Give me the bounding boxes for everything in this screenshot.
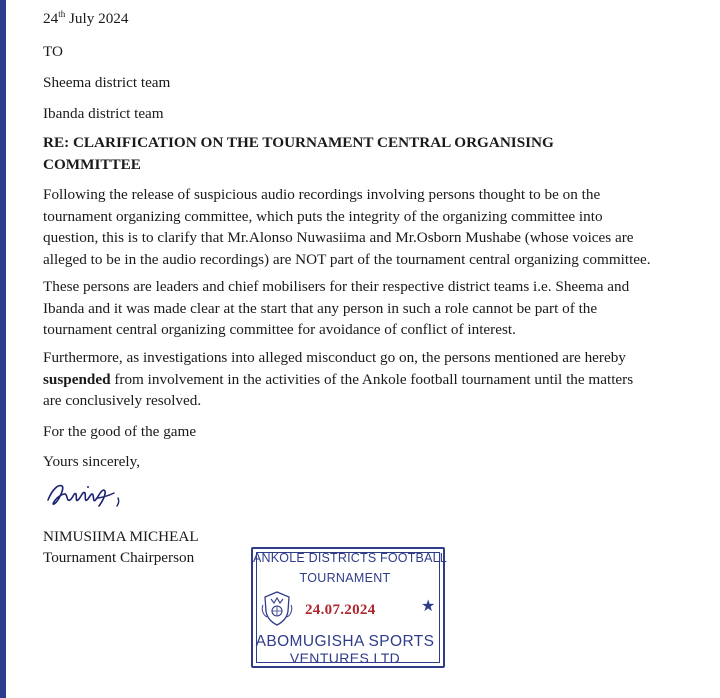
signatory-name: NIMUSIIMA MICHEAL <box>43 528 199 545</box>
letter-date: 24th July 2024 <box>43 8 129 27</box>
paragraph-3: Furthermore, as investigations into alleged misconduct go on, the persons mentioned are hereby suspended from involvement in the activities of the Ankole football tournament until the matters are conclusively resolved. <box>43 349 634 409</box>
crest-icon <box>261 589 293 627</box>
stamp-date: 24.07.2024 <box>305 602 376 618</box>
left-margin-rule <box>0 0 6 698</box>
star-icon: ★ <box>421 598 436 615</box>
recipient-sheema: Sheema district team <box>43 74 171 91</box>
paragraph-1: Following the release of suspicious audio recordings involving persons thought to be on the tournament organizing committee, which puts the integrity of the organizing committee into question, this is to clarify that Mr.Alonso Nuwasiima and Mr.Osborn Mushabe (whose voices are alleged to be in the audio recordings) are NOT part of the tournament central organizing committee. <box>43 186 651 268</box>
stamp-line-4: VENTURES LTD <box>289 650 401 662</box>
handwritten-signature <box>42 476 137 514</box>
to-label: TO <box>43 43 63 60</box>
paragraph-2: These persons are leaders and chief mobilisers for their respective district teams i.e. Sheema and Ibanda and it was made clear at the start that any person in such a role cannot be part of the tournament central organizing committee for avoidance of conflict of interest. <box>43 278 630 338</box>
sign-off: Yours sincerely, <box>43 453 141 470</box>
tournament-stamp <box>251 547 445 668</box>
stamp-line-2: TOURNAMENT <box>299 571 391 585</box>
recipient-ibanda: Ibanda district team <box>43 105 164 122</box>
signatory-title: Tournament Chairperson <box>43 549 195 566</box>
suspended-emphasis: suspended <box>43 370 111 388</box>
closing-line: For the good of the game <box>43 423 197 440</box>
stamp-line-1: ANKOLE DISTRICTS FOOTBALL <box>253 551 447 565</box>
stamp-line-3: ABOMUGISHA SPORTS <box>255 633 435 650</box>
subject-heading: RE: CLARIFICATION ON THE TOURNAMENT CENTRAL ORGANISING COMMITTEE <box>43 134 554 173</box>
